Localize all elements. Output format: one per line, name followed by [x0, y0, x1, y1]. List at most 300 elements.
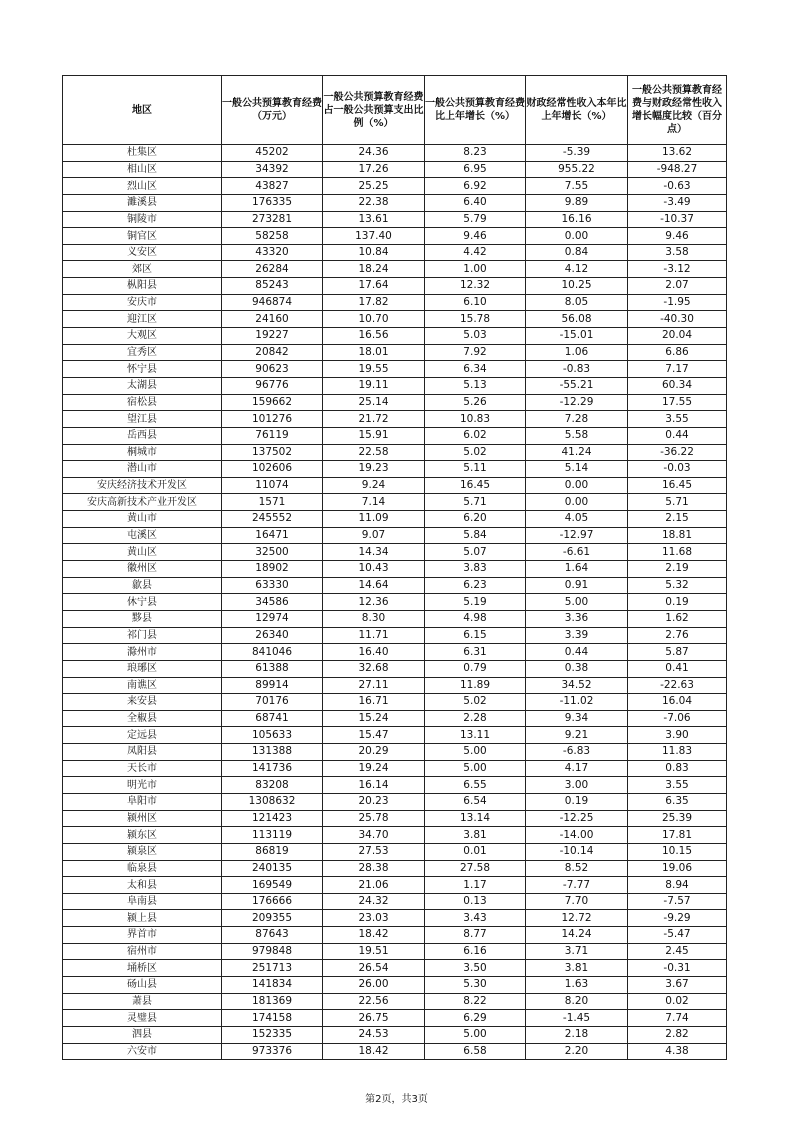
region-cell: 休宁县 [63, 594, 222, 611]
revenue-growth-cell: 0.38 [526, 660, 628, 677]
funding-growth-cell: 5.03 [425, 328, 526, 345]
table-row [63, 960, 727, 977]
region-cell: 烈山区 [63, 178, 222, 195]
funding-cell: 70176 [222, 694, 323, 711]
table-row [63, 694, 727, 711]
table-row [63, 927, 727, 944]
comparison-cell: 18.81 [628, 527, 727, 544]
comparison-cell: 10.15 [628, 843, 727, 860]
table-row [63, 860, 727, 877]
funding-growth-cell: 0.01 [425, 843, 526, 860]
table-row [63, 427, 727, 444]
funding-growth-cell: 1.17 [425, 877, 526, 894]
share-cell: 16.71 [323, 694, 425, 711]
share-cell: 20.23 [323, 793, 425, 810]
funding-cell: 18902 [222, 561, 323, 578]
table-row [63, 477, 727, 494]
funding-growth-cell: 5.84 [425, 527, 526, 544]
share-cell: 14.34 [323, 544, 425, 561]
revenue-growth-cell: -10.14 [526, 843, 628, 860]
funding-growth-cell: 5.71 [425, 494, 526, 511]
funding-growth-cell: 7.92 [425, 344, 526, 361]
revenue-growth-cell: 16.16 [526, 211, 628, 228]
revenue-growth-cell: 7.55 [526, 178, 628, 195]
revenue-growth-cell: -1.45 [526, 1010, 628, 1027]
region-cell: 来安县 [63, 694, 222, 711]
table-row [63, 943, 727, 960]
share-cell: 32.68 [323, 660, 425, 677]
funding-cell: 841046 [222, 644, 323, 661]
table-row [63, 793, 727, 810]
revenue-growth-cell: 2.20 [526, 1043, 628, 1060]
funding-cell: 90623 [222, 361, 323, 378]
revenue-growth-cell: 2.18 [526, 1026, 628, 1043]
comparison-cell: 0.44 [628, 427, 727, 444]
region-cell: 安庆市 [63, 294, 222, 311]
comparison-cell: -7.06 [628, 710, 727, 727]
share-cell: 17.64 [323, 278, 425, 295]
funding-growth-cell: 1.00 [425, 261, 526, 278]
funding-growth-cell: 8.22 [425, 993, 526, 1010]
comparison-cell: 0.41 [628, 660, 727, 677]
comparison-cell: 0.19 [628, 594, 727, 611]
funding-cell: 96776 [222, 377, 323, 394]
region-cell: 屯溪区 [63, 527, 222, 544]
comparison-cell: 16.45 [628, 477, 727, 494]
share-cell: 22.56 [323, 993, 425, 1010]
region-cell: 萧县 [63, 993, 222, 1010]
funding-cell: 12974 [222, 610, 323, 627]
region-cell: 潜山市 [63, 461, 222, 478]
funding-growth-cell: 5.30 [425, 977, 526, 994]
funding-growth-cell: 5.26 [425, 394, 526, 411]
funding-cell: 131388 [222, 744, 323, 761]
funding-cell: 89914 [222, 677, 323, 694]
funding-growth-cell: 12.32 [425, 278, 526, 295]
funding-cell: 176335 [222, 194, 323, 211]
funding-growth-cell: 6.92 [425, 178, 526, 195]
share-cell: 16.56 [323, 328, 425, 345]
comparison-cell: 9.46 [628, 228, 727, 245]
funding-growth-cell: 5.00 [425, 744, 526, 761]
funding-growth-cell: 6.10 [425, 294, 526, 311]
table-row [63, 145, 727, 162]
funding-growth-cell: 0.79 [425, 660, 526, 677]
region-cell: 杜集区 [63, 145, 222, 162]
comparison-cell: 5.71 [628, 494, 727, 511]
table-row [63, 627, 727, 644]
funding-cell: 32500 [222, 544, 323, 561]
page-number: 第2页，共3页 [365, 1094, 428, 1105]
region-cell: 泗县 [63, 1026, 222, 1043]
funding-growth-cell: 6.54 [425, 793, 526, 810]
funding-cell: 973376 [222, 1043, 323, 1060]
funding-cell: 26340 [222, 627, 323, 644]
funding-growth-cell: 6.15 [425, 627, 526, 644]
funding-growth-cell: 5.07 [425, 544, 526, 561]
revenue-growth-cell: -14.00 [526, 827, 628, 844]
share-cell: 18.24 [323, 261, 425, 278]
table-row [63, 544, 727, 561]
funding-cell: 141834 [222, 977, 323, 994]
funding-cell: 181369 [222, 993, 323, 1010]
comparison-cell: 0.02 [628, 993, 727, 1010]
comparison-cell: 2.19 [628, 561, 727, 578]
comparison-cell: 3.55 [628, 777, 727, 794]
region-cell: 琅琊区 [63, 660, 222, 677]
funding-growth-cell: 6.23 [425, 577, 526, 594]
funding-cell: 1308632 [222, 793, 323, 810]
region-cell: 望江县 [63, 411, 222, 428]
share-cell: 23.03 [323, 910, 425, 927]
funding-growth-cell: 9.46 [425, 228, 526, 245]
region-cell: 铜官区 [63, 228, 222, 245]
revenue-growth-cell: 7.28 [526, 411, 628, 428]
table-row [63, 377, 727, 394]
share-cell: 22.58 [323, 444, 425, 461]
funding-growth-cell: 6.02 [425, 427, 526, 444]
funding-cell: 101276 [222, 411, 323, 428]
table-row [63, 461, 727, 478]
funding-cell: 85243 [222, 278, 323, 295]
share-cell: 24.32 [323, 893, 425, 910]
comparison-cell: -0.03 [628, 461, 727, 478]
funding-growth-cell: 5.02 [425, 444, 526, 461]
table-row [63, 511, 727, 528]
region-cell: 大观区 [63, 328, 222, 345]
share-cell: 27.11 [323, 677, 425, 694]
share-cell: 24.36 [323, 145, 425, 162]
revenue-growth-cell: 14.24 [526, 927, 628, 944]
region-cell: 太湖县 [63, 377, 222, 394]
region-cell: 枞阳县 [63, 278, 222, 295]
revenue-growth-cell: 4.17 [526, 760, 628, 777]
funding-cell: 34392 [222, 161, 323, 178]
revenue-growth-cell: -11.02 [526, 694, 628, 711]
region-cell: 宜秀区 [63, 344, 222, 361]
share-cell: 25.25 [323, 178, 425, 195]
table-row [63, 494, 727, 511]
funding-cell: 26284 [222, 261, 323, 278]
table-row [63, 261, 727, 278]
revenue-growth-cell: 1.63 [526, 977, 628, 994]
comparison-cell: 11.83 [628, 744, 727, 761]
education-funding-table [62, 75, 727, 1060]
table-row [63, 194, 727, 211]
funding-growth-cell: 6.16 [425, 943, 526, 960]
funding-cell: 251713 [222, 960, 323, 977]
share-cell: 137.40 [323, 228, 425, 245]
share-cell: 16.14 [323, 777, 425, 794]
share-cell: 25.78 [323, 810, 425, 827]
funding-cell: 245552 [222, 511, 323, 528]
revenue-growth-cell: 3.36 [526, 610, 628, 627]
funding-cell: 137502 [222, 444, 323, 461]
table-row [63, 594, 727, 611]
funding-growth-cell: 5.11 [425, 461, 526, 478]
revenue-growth-cell: 3.39 [526, 627, 628, 644]
table-row [63, 561, 727, 578]
share-cell: 9.07 [323, 527, 425, 544]
share-cell: 26.00 [323, 977, 425, 994]
funding-growth-cell: 8.77 [425, 927, 526, 944]
comparison-cell: 3.55 [628, 411, 727, 428]
revenue-growth-cell: 7.70 [526, 893, 628, 910]
revenue-growth-cell: -55.21 [526, 377, 628, 394]
share-cell: 22.38 [323, 194, 425, 211]
funding-cell: 1571 [222, 494, 323, 511]
share-cell: 17.26 [323, 161, 425, 178]
share-cell: 14.64 [323, 577, 425, 594]
share-cell: 27.53 [323, 843, 425, 860]
share-cell: 28.38 [323, 860, 425, 877]
funding-growth-cell: 6.58 [425, 1043, 526, 1060]
comparison-cell: 6.86 [628, 344, 727, 361]
funding-growth-cell: 3.43 [425, 910, 526, 927]
table-row [63, 411, 727, 428]
region-cell: 义安区 [63, 244, 222, 261]
comparison-cell: -40.30 [628, 311, 727, 328]
comparison-cell: 17.55 [628, 394, 727, 411]
funding-cell: 58258 [222, 228, 323, 245]
revenue-growth-cell: 4.05 [526, 511, 628, 528]
revenue-growth-cell: 41.24 [526, 444, 628, 461]
table-row [63, 211, 727, 228]
revenue-growth-cell: 0.19 [526, 793, 628, 810]
table-row [63, 1010, 727, 1027]
comparison-cell: 16.04 [628, 694, 727, 711]
region-cell: 迎江区 [63, 311, 222, 328]
funding-growth-cell: 6.29 [425, 1010, 526, 1027]
share-cell: 34.70 [323, 827, 425, 844]
table-body [63, 145, 727, 1060]
share-cell: 18.42 [323, 1043, 425, 1060]
region-cell: 宿州市 [63, 943, 222, 960]
revenue-growth-cell: -6.61 [526, 544, 628, 561]
funding-cell: 61388 [222, 660, 323, 677]
funding-cell: 176666 [222, 893, 323, 910]
funding-growth-cell: 3.81 [425, 827, 526, 844]
comparison-cell: -0.31 [628, 960, 727, 977]
region-cell: 颍州区 [63, 810, 222, 827]
share-cell: 7.14 [323, 494, 425, 511]
funding-cell: 20842 [222, 344, 323, 361]
table-row [63, 777, 727, 794]
funding-growth-cell: 0.13 [425, 893, 526, 910]
share-cell: 18.42 [323, 927, 425, 944]
revenue-growth-cell: 5.58 [526, 427, 628, 444]
share-cell: 10.70 [323, 311, 425, 328]
funding-cell: 43320 [222, 244, 323, 261]
region-cell: 郊区 [63, 261, 222, 278]
region-cell: 天长市 [63, 760, 222, 777]
region-cell: 怀宁县 [63, 361, 222, 378]
funding-cell: 273281 [222, 211, 323, 228]
share-cell: 20.29 [323, 744, 425, 761]
table-row [63, 610, 727, 627]
funding-growth-cell: 27.58 [425, 860, 526, 877]
region-cell: 砀山县 [63, 977, 222, 994]
region-cell: 临泉县 [63, 860, 222, 877]
revenue-growth-cell: -6.83 [526, 744, 628, 761]
funding-cell: 24160 [222, 311, 323, 328]
revenue-growth-cell: 3.00 [526, 777, 628, 794]
region-cell: 太和县 [63, 877, 222, 894]
share-cell: 11.71 [323, 627, 425, 644]
share-cell: 12.36 [323, 594, 425, 611]
share-cell: 25.14 [323, 394, 425, 411]
comparison-cell: 2.15 [628, 511, 727, 528]
table-row [63, 228, 727, 245]
region-cell: 安庆经济技术开发区 [63, 477, 222, 494]
revenue-growth-cell: 1.64 [526, 561, 628, 578]
revenue-growth-cell: 4.12 [526, 261, 628, 278]
revenue-growth-cell: -12.29 [526, 394, 628, 411]
region-cell: 颍东区 [63, 827, 222, 844]
funding-cell: 121423 [222, 810, 323, 827]
funding-cell: 11074 [222, 477, 323, 494]
funding-cell: 979848 [222, 943, 323, 960]
table-row [63, 394, 727, 411]
share-cell: 15.47 [323, 727, 425, 744]
share-cell: 21.72 [323, 411, 425, 428]
revenue-growth-cell: 955.22 [526, 161, 628, 178]
funding-cell: 43827 [222, 178, 323, 195]
revenue-growth-cell: 0.44 [526, 644, 628, 661]
funding-cell: 34586 [222, 594, 323, 611]
funding-growth-cell: 8.23 [425, 145, 526, 162]
share-cell: 13.61 [323, 211, 425, 228]
revenue-growth-cell: 8.05 [526, 294, 628, 311]
share-cell: 19.23 [323, 461, 425, 478]
funding-cell: 240135 [222, 860, 323, 877]
table-row [63, 660, 727, 677]
share-cell: 16.40 [323, 644, 425, 661]
funding-growth-cell: 5.13 [425, 377, 526, 394]
funding-cell: 169549 [222, 877, 323, 894]
region-cell: 岳西县 [63, 427, 222, 444]
funding-growth-cell: 11.89 [425, 677, 526, 694]
comparison-cell: 6.35 [628, 793, 727, 810]
funding-cell: 19227 [222, 328, 323, 345]
table-row [63, 244, 727, 261]
comparison-cell: 3.90 [628, 727, 727, 744]
funding-cell: 63330 [222, 577, 323, 594]
share-cell: 26.75 [323, 1010, 425, 1027]
comparison-cell: -948.27 [628, 161, 727, 178]
region-cell: 颍泉区 [63, 843, 222, 860]
table-row [63, 344, 727, 361]
table-row [63, 893, 727, 910]
comparison-cell: 7.17 [628, 361, 727, 378]
funding-cell: 102606 [222, 461, 323, 478]
table-row [63, 1043, 727, 1060]
comparison-cell: -9.29 [628, 910, 727, 927]
funding-growth-cell: 6.95 [425, 161, 526, 178]
table-row [63, 977, 727, 994]
comparison-cell: 3.58 [628, 244, 727, 261]
region-cell: 南谯区 [63, 677, 222, 694]
table-row [63, 328, 727, 345]
funding-growth-cell: 6.34 [425, 361, 526, 378]
funding-cell: 86819 [222, 843, 323, 860]
revenue-growth-cell: 5.14 [526, 461, 628, 478]
table-row [63, 727, 727, 744]
funding-growth-cell: 3.83 [425, 561, 526, 578]
funding-growth-cell: 15.78 [425, 311, 526, 328]
comparison-cell: -7.57 [628, 893, 727, 910]
funding-growth-cell: 13.14 [425, 810, 526, 827]
region-cell: 六安市 [63, 1043, 222, 1060]
revenue-growth-cell: 3.71 [526, 943, 628, 960]
funding-cell: 76119 [222, 427, 323, 444]
revenue-growth-cell: -12.25 [526, 810, 628, 827]
revenue-growth-cell: 9.34 [526, 710, 628, 727]
revenue-growth-cell: 0.84 [526, 244, 628, 261]
region-cell: 铜陵市 [63, 211, 222, 228]
comparison-cell: 5.87 [628, 644, 727, 661]
share-cell: 18.01 [323, 344, 425, 361]
funding-cell: 68741 [222, 710, 323, 727]
region-cell: 定远县 [63, 727, 222, 744]
revenue-growth-cell: 0.00 [526, 477, 628, 494]
comparison-cell: 13.62 [628, 145, 727, 162]
revenue-growth-cell: 0.00 [526, 494, 628, 511]
share-cell: 8.30 [323, 610, 425, 627]
region-cell: 阜阳市 [63, 793, 222, 810]
revenue-growth-cell: 9.21 [526, 727, 628, 744]
table-row [63, 910, 727, 927]
funding-growth-cell: 4.98 [425, 610, 526, 627]
funding-growth-cell: 3.50 [425, 960, 526, 977]
header-funding-growth: 一般公共预算教育经费比上年增长（%） [425, 76, 526, 145]
revenue-growth-cell: -0.83 [526, 361, 628, 378]
region-cell: 凤阳县 [63, 744, 222, 761]
table-row [63, 1026, 727, 1043]
revenue-growth-cell: 9.89 [526, 194, 628, 211]
share-cell: 19.24 [323, 760, 425, 777]
comparison-cell: -3.12 [628, 261, 727, 278]
comparison-cell: 1.62 [628, 610, 727, 627]
table-row [63, 677, 727, 694]
revenue-growth-cell: -15.01 [526, 328, 628, 345]
revenue-growth-cell: 1.06 [526, 344, 628, 361]
revenue-growth-cell: 3.81 [526, 960, 628, 977]
share-cell: 10.84 [323, 244, 425, 261]
table-row [63, 294, 727, 311]
share-cell: 15.24 [323, 710, 425, 727]
share-cell: 21.06 [323, 877, 425, 894]
revenue-growth-cell: 56.08 [526, 311, 628, 328]
table-row [63, 311, 727, 328]
share-cell: 19.55 [323, 361, 425, 378]
comparison-cell: 2.76 [628, 627, 727, 644]
table-row [63, 993, 727, 1010]
revenue-growth-cell: -12.97 [526, 527, 628, 544]
funding-cell: 209355 [222, 910, 323, 927]
table-row [63, 827, 727, 844]
table-row [63, 810, 727, 827]
region-cell: 颍上县 [63, 910, 222, 927]
comparison-cell: 11.68 [628, 544, 727, 561]
funding-growth-cell: 4.42 [425, 244, 526, 261]
revenue-growth-cell: 34.52 [526, 677, 628, 694]
table-row [63, 161, 727, 178]
region-cell: 埇桥区 [63, 960, 222, 977]
share-cell: 11.09 [323, 511, 425, 528]
funding-growth-cell: 5.79 [425, 211, 526, 228]
table-row [63, 843, 727, 860]
